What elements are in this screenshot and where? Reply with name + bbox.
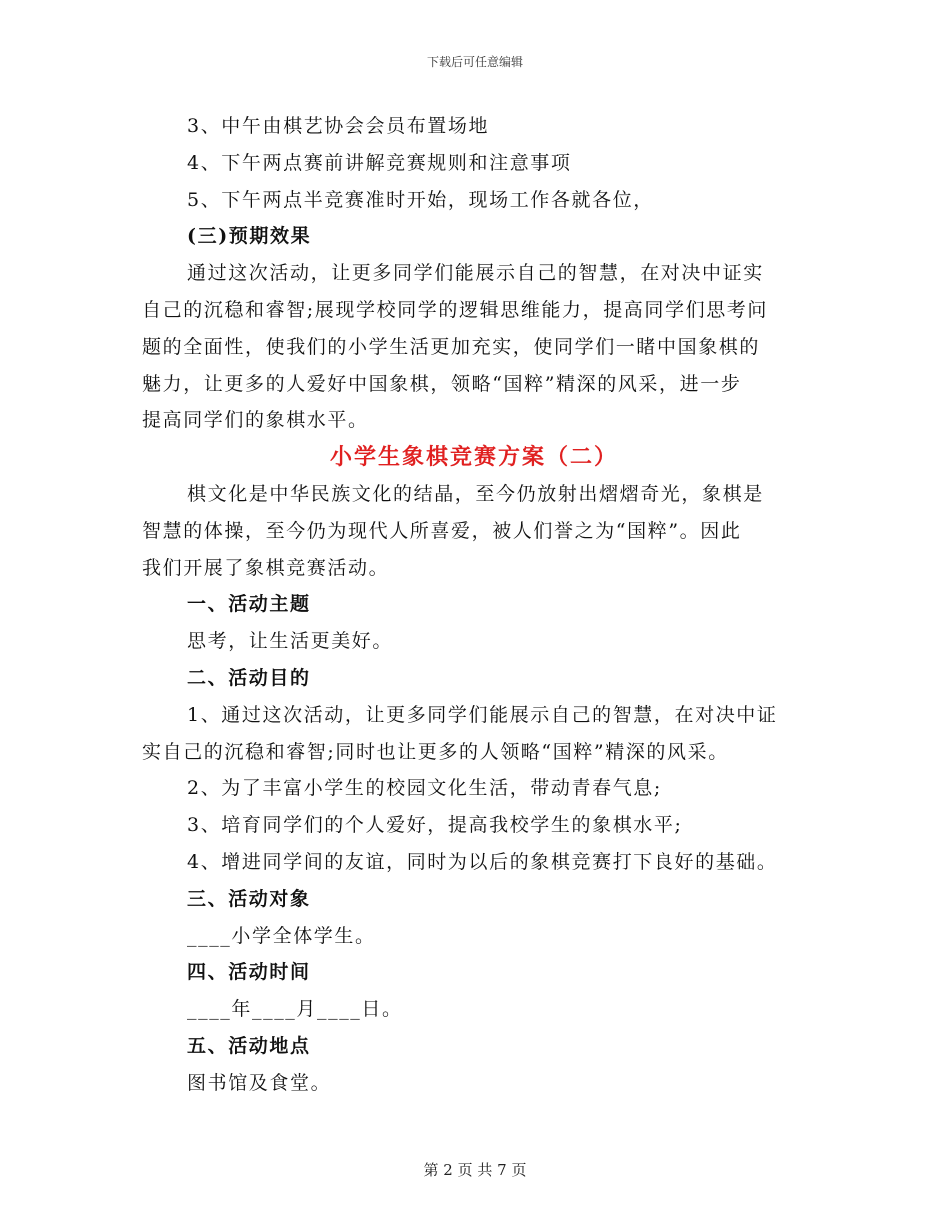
section-heading: 二、活动目的 — [187, 666, 311, 689]
text-line: 4、下午两点赛前讲解竞赛规则和注意事项 — [187, 151, 572, 174]
text-line: 2、为了丰富小学生的校园文化生活，带动青春气息; — [187, 777, 662, 800]
section-title: 小学生象棋竞赛方案（二） — [329, 444, 618, 471]
text-line: ____小学全体学生。 — [187, 924, 376, 947]
text-line: 题的全面性，使我们的小学生活更加充实，使同学们一睹中国象棋的 — [142, 335, 761, 358]
page-header: 下载后可任意编辑 — [426, 55, 523, 69]
document-body — [142, 108, 806, 1102]
text-line: 4、增进同学间的友谊，同时为以后的象棋竞赛打下良好的基础。 — [187, 850, 778, 873]
section-heading: 四、活动时间 — [187, 961, 311, 984]
text-line: 5、下午两点半竞赛准时开始，现场工作各就各位， — [187, 188, 654, 211]
text-line: 智慧的体操，至今仍为现代人所喜爱，被人们誉之为“国粹”。因此 — [142, 519, 742, 542]
section-heading: 三、活动对象 — [187, 887, 311, 910]
section-heading: (三)预期效果 — [187, 225, 312, 248]
text-line: 实自己的沉稳和睿智;同时也让更多的人领略“国粹”精深的风采。 — [142, 740, 729, 763]
text-line: 3、培育同学们的个人爱好，提高我校学生的象棋水平; — [187, 814, 683, 837]
text-line: 棋文化是中华民族文化的结晶，至今仍放射出熠熠奇光，象棋是 — [187, 482, 764, 505]
text-line: 思考，让生活更美好。 — [187, 630, 394, 653]
section-heading: 五、活动地点 — [187, 1034, 311, 1057]
text-line: 3、中午由棋艺协会会员布置场地 — [187, 115, 490, 137]
text-line: 我们开展了象棋竞赛活动。 — [142, 556, 390, 579]
text-line: 通过这次活动，让更多同学们能展示自己的智慧，在对决中证实 — [187, 262, 764, 285]
page-footer: 第 2 页 共 7 页 — [423, 1161, 527, 1179]
text-line: 图书馆及食堂。 — [187, 1071, 332, 1094]
text-line: 1、通过这次活动，让更多同学们能展示自己的智慧，在对决中证 — [187, 703, 778, 726]
text-line: 自己的沉稳和睿智;展现学校同学的逻辑思维能力，提高同学们思考问 — [142, 298, 769, 321]
section-heading: 一、活动主题 — [187, 593, 311, 616]
text-line: 提高同学们的象棋水平。 — [142, 409, 369, 432]
text-line: 魅力，让更多的人爱好中国象棋，领略“国粹”精深的风采，进一步 — [142, 372, 742, 395]
text-line: ____年____月____日。 — [187, 998, 403, 1021]
